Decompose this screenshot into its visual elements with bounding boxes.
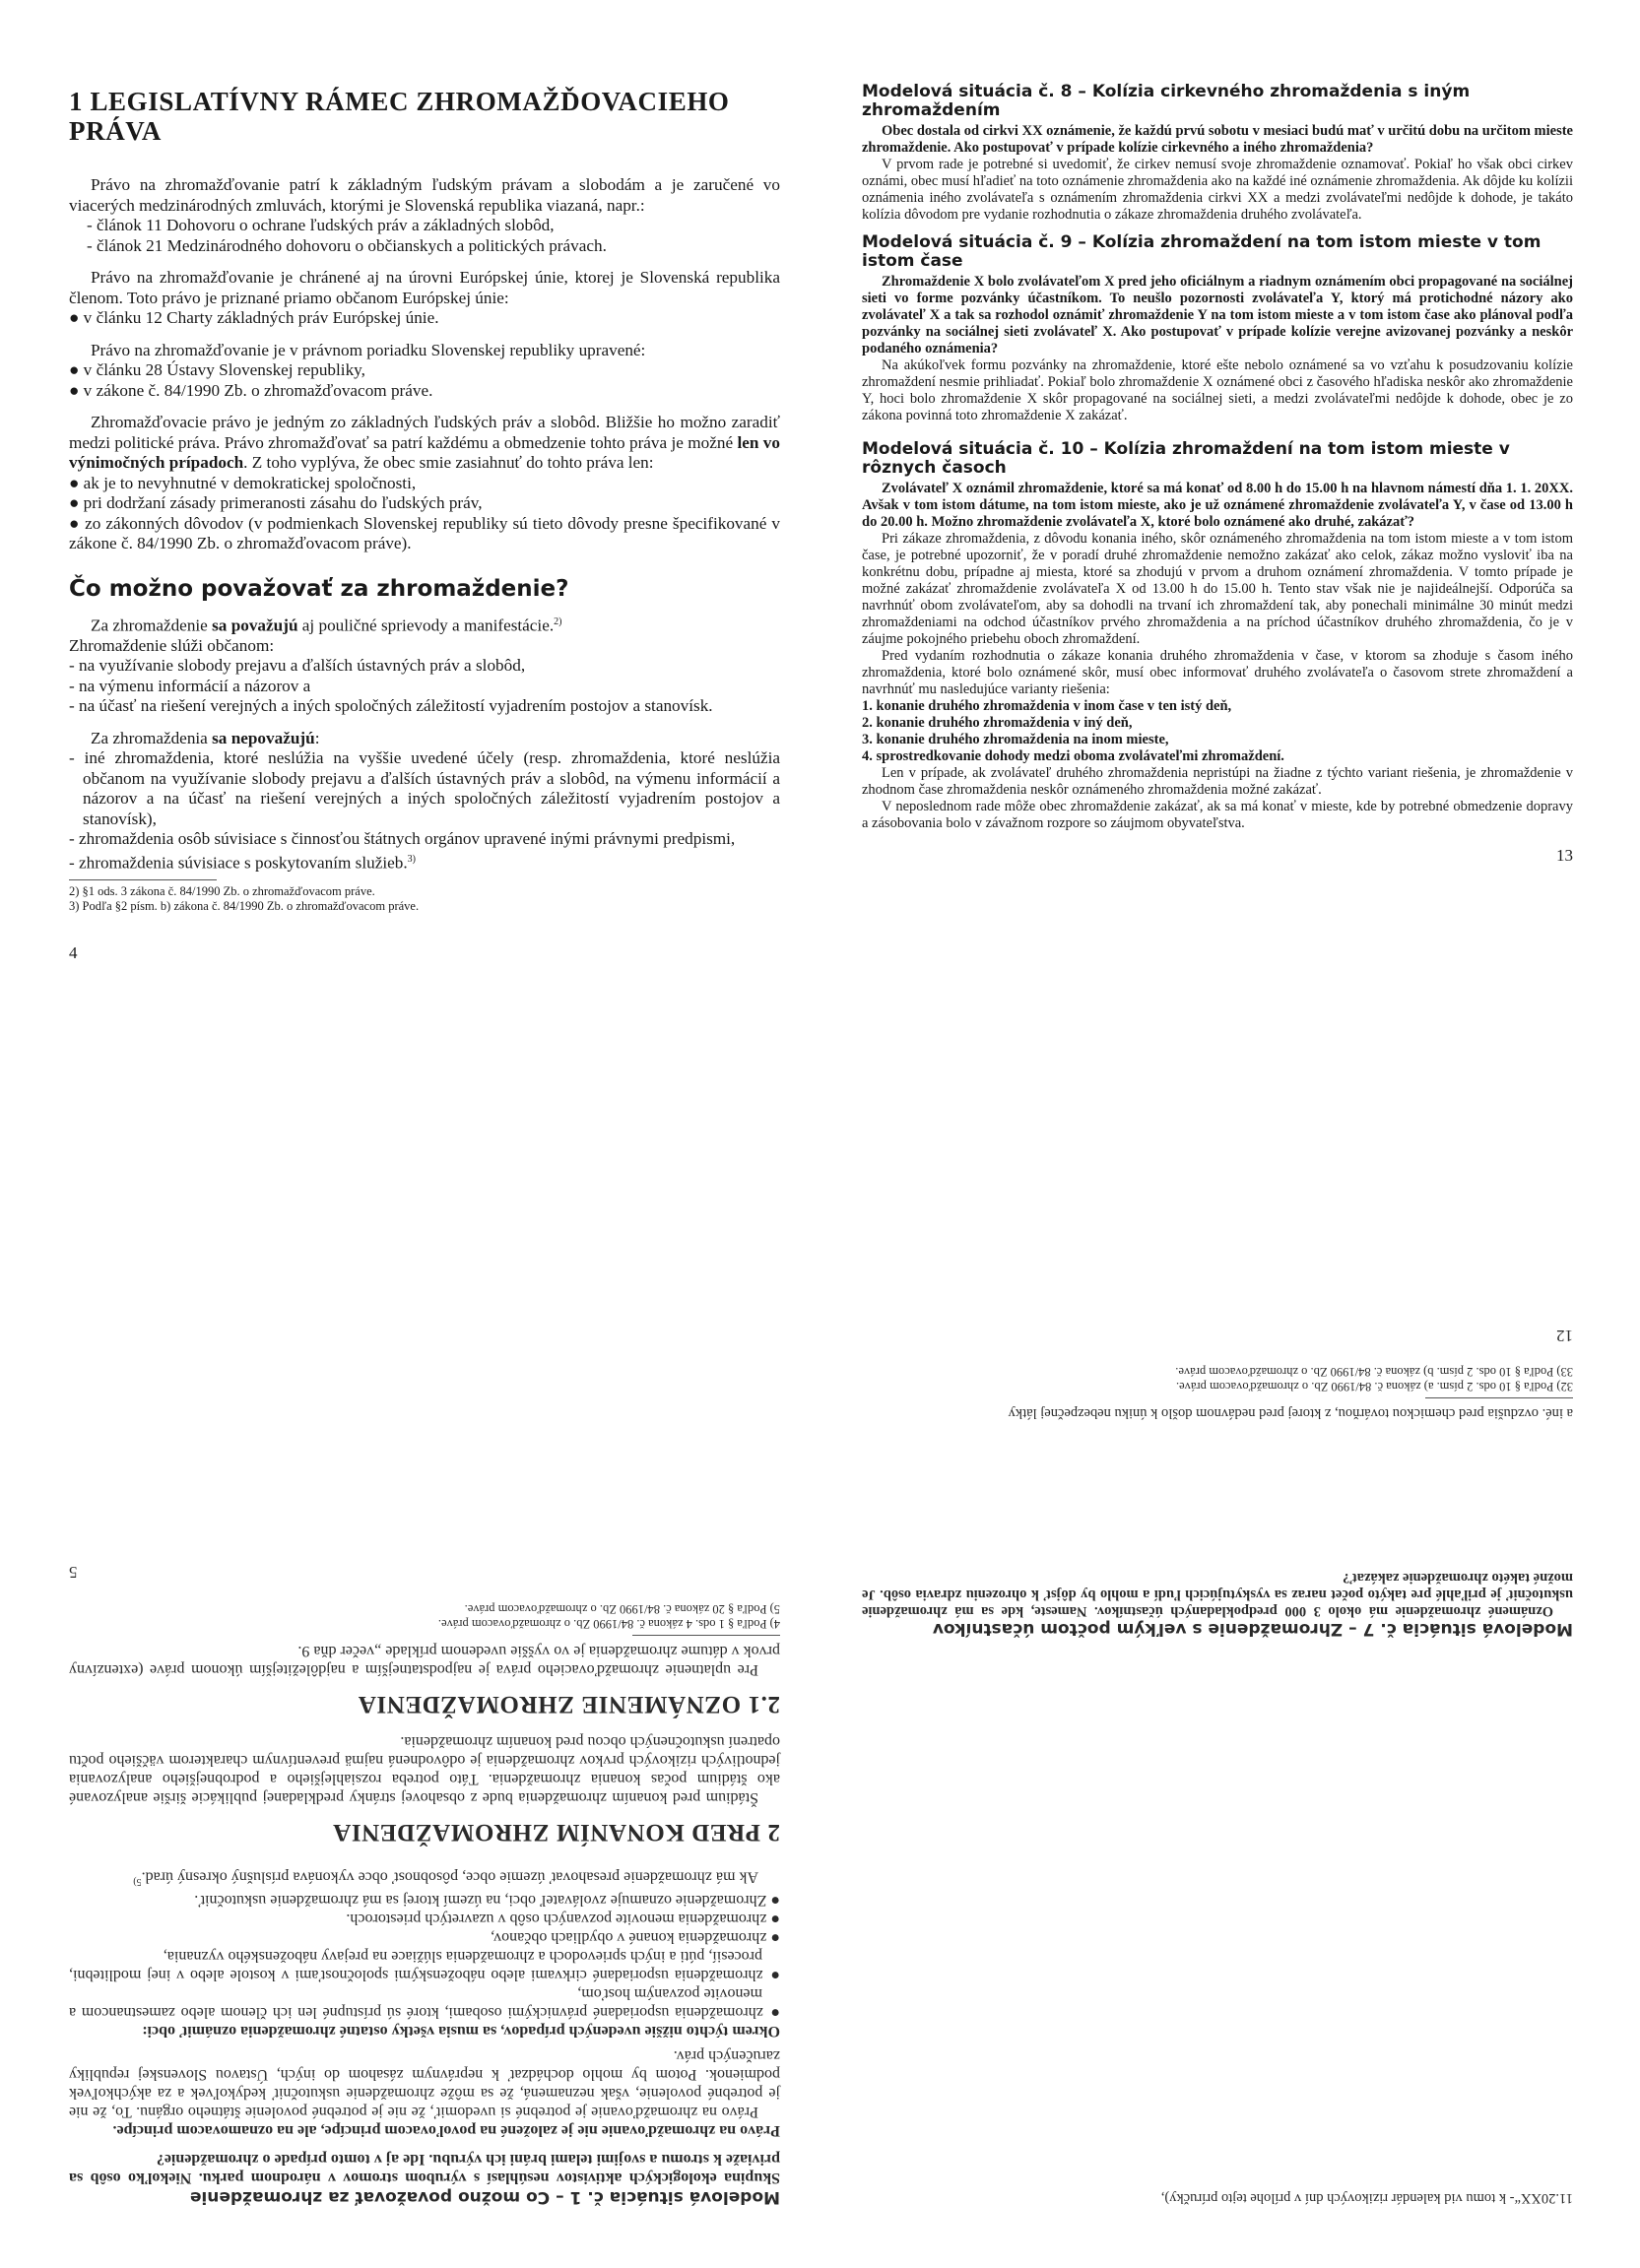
answer: Pred vydaním rozhodnutia o zákaze konania druhého zhromaždenia v čase, v ktorom sa zhoduje s časom iného zhromaždenia, ktoré bolo oznámené skôr, musí obec informovať druhého zvolávateľa o časovom strete zhromaždení a navrhnúť mu nasledujúce varianty riešenia: bbox=[862, 648, 1573, 697]
list-item: - článok 21 Medzinárodného dohovoru o občianskych a politických právach. bbox=[87, 235, 607, 255]
list-item: - zhromaždenia súvisiace s poskytovaním služieb.$^{3)}$ bbox=[69, 853, 417, 873]
paragraph: Štádium pred konaním zhromaždenia bude z obsahovej stránky predkladanej publikácie širšie analyzované ako štádium počas konania zhromaždenia. Táto potreba rozsiahlejšieho a podrobnejšieho analyzovania jednotlivých rizikových prvkov zhromaždenia je odôvodnená najmä preventívnym charakterom väčšieho počtu opatrení uskutočnených obcou pred konaním zhromaždenia. bbox=[69, 1732, 780, 1806]
list-item: 4. sprostredkovanie dohody medzi oboma zvolávateľmi zhromaždení. bbox=[862, 748, 1284, 764]
paragraph: Zhromažďovacie právo je jedným zo základných ľudských práv a slobôd. Bližšie ho možno zaradiť medzi politické práva. Právo zhromažďovať sa patrí každému a obmedzenie tohto práva je možné len vo výnimočných prípadoch. Z toho vyplýva, že obec smie zasiahnuť do tohto práva len: bbox=[69, 413, 780, 472]
principle-line: Okrem týchto nižšie uvedených prípadov, sa musia všetky ostatné zhromaždenia oznámiť obci: bbox=[142, 2023, 780, 2040]
paragraph: Pre uplatnenie zhromažďovacieho práva je najpodstatnejším a najdôležitejším úkonom práve (extenzívny prvok v dátume zhromaždenia je vo vyššie uvedenom príklade „večer dňa 9. bbox=[69, 1642, 780, 1678]
footnote: 3) Podľa §2 písm. b) zákona č. 84/1990 Zb. o zhromažďovacom práve. bbox=[69, 898, 420, 913]
footnote-rule bbox=[69, 879, 217, 880]
footnote: 2) §1 ods. 3 zákona č. 84/1990 Zb. o zhromažďovacom práve. bbox=[69, 883, 375, 898]
list-item: ● zhromaždenia menovite pozvaných osôb v uzavretých priestoroch. bbox=[346, 1911, 780, 1927]
paragraph: Za zhromaždenia sa nepovažujú: bbox=[91, 728, 320, 747]
list-item: ● v článku 12 Charty základných práv Európskej únie. bbox=[69, 308, 439, 327]
footnote: 5) Podľa § 20 zákona č. 84/1990 Zb. o zhromažďovacom práve. bbox=[464, 1601, 780, 1616]
list-item: - iné zhromaždenia, ktoré neslúžia na vyššie uvedené účely (resp. zhromaždenia, ktoré neslúžia občanom na využívanie slobody prejavu a ďalších ústavných práv a slobôd, na výmenu informácií a názorov a na účasť na riešení verejných a iných spoločných záležitostí vyjadrením postojov a stanovísk), bbox=[69, 748, 780, 828]
list-item: ● v článku 28 Ústavy Slovenskej republiky, bbox=[69, 360, 365, 379]
situation-9 bbox=[862, 274, 1573, 424]
list-item: ● zo zákonných dôvodov (v podmienkach Slovenskej republiky sú tieto dôvody presne špecifikované v zákone č. 84/1990 Zb. o zhromažďovacom práve). bbox=[69, 513, 780, 552]
list-item: ● zhromaždenia usporiadané právnickými osobami, ktoré sú prístupné len ich členom alebo zamestnancom a menovite pozvaným hosťom, bbox=[69, 1985, 780, 2021]
page-number: 12 bbox=[1556, 1327, 1573, 1345]
footnote: 33) Podľa § 10 ods. 2 písm. b) zákona č. 84/1990 Zb. o zhromažďovacom práve. bbox=[1175, 1365, 1573, 1379]
principle-line: Právo na zhromažďovanie nie je založené na povoľovacom princípe, ale na oznamovacom princípe. bbox=[112, 2122, 780, 2139]
list-item: - na účasť na riešení verejných a iných spoločných záležitostí vyjadrením postojov a stanovísk. bbox=[69, 696, 713, 716]
list-item: - zhromaždenia osôb súvisiace s činnosťou štátnych orgánov upravené inými právnymi predpismi, bbox=[69, 829, 736, 849]
question: Obec dostala od cirkvi XX oznámenie, že každú prvú sobotu v mesiaci budú mať v určitú dobu na určitom mieste zhromaždenie. Ako postupovať v prípade kolízie cirkevného a iného zhromaždenia? bbox=[862, 123, 1573, 156]
paragraph: Ak má zhromaždenie presahovať územie obce, pôsobnosť obce vykonáva príslušný okresný úrad.$^{5)}$ bbox=[133, 1868, 758, 1887]
paragraph: Právo na zhromažďovanie je potrebné si uvedomiť, že nie je potrebné povolenie štátneho orgánu. To, že nie je potrebné povolenie, však neznamená, že sa môže zhromaždenie uskutočniť kedykoľvek a za akýchkoľvek podmienok. Potom by mohlo dochádzať k neprávnym zásahom do iných, Ústavou Slovenskej republiky zaručených práv. bbox=[69, 2047, 780, 2120]
situation-title: Modelová situácia č. 10 – Kolízia zhromaždení na tom istom mieste v rôznych časoch bbox=[862, 439, 1510, 478]
question: Skupina ekologických aktivistov nesúhlasí s výrubom stromov v národnom parku. Niekoľko osôb sa priviaže k stromu a svojimi telami bráni ich výrubu. Ide aj v tomto prípade o zhromaždenie? bbox=[69, 2151, 780, 2186]
answer: V neposlednom rade môže obec zhromaždenie zakázať, ak sa má konať v mieste, kde by potrebné obmedzenie dopravy a zásobovania bolo v závažnom rozpore so záujmom obyvateľstva. bbox=[862, 799, 1573, 831]
list-item: ● Zhromaždenie oznamuje zvolávateľ obci, na území ktorej sa má zhromaždenie uskutočniť. bbox=[194, 1892, 780, 1909]
answer: Len v prípade, ak zvolávateľ druhého zhromaždenia nepristúpi na žiadne z týchto variant riešenia, je zhromaždenie v zhodnom čase zhromaždenia neskôr oznámeného zhromaždenia možné zakázať. bbox=[862, 765, 1573, 798]
list-item: ● ak je to nevyhnutné v demokratickej spoločnosti, bbox=[69, 473, 417, 492]
list-item: - na výmenu informácií a názorov a bbox=[69, 676, 311, 695]
answer: Na akúkoľvek formu pozvánky na zhromaždenie, ktoré ešte nebolo oznámené sa vo vzťahu k posudzovaniu kolízie zhromaždení nesmie prihliadať. Pokiaľ bolo zhromaždenie X oznámené obci z časového hľadiska neskôr ako zhromaždenie Y, hoci bolo zhromaždenie X skôr propagované na sociálnej sieti, a medzi zvolávateľmi nedôjde k dohode, obec je zo zákona povinná toto zhromaždenie X zakázať. bbox=[862, 357, 1573, 423]
list-item: 2. konanie druhého zhromaždenia v iný deň, bbox=[862, 715, 1133, 731]
paragraph: a iné. ovzdušia pred chemickou továrňou, z ktorej pred nedávnom došlo k úniku nebezpečnej látky bbox=[1008, 1405, 1573, 1421]
section-heading: Čo možno považovať za zhromaždenie? bbox=[69, 575, 569, 602]
list-item: ● pri dodržaní zásady primeranosti zásahu do ľudských práv, bbox=[69, 493, 483, 512]
footnote-rule bbox=[632, 1635, 780, 1636]
list-item: - článok 11 Dohovoru o ochrane ľudských práv a základných slobôd, bbox=[87, 216, 555, 234]
situation-title: Modelová situácia č. 1 – Co možno považovať za zhromaždenie bbox=[189, 2187, 780, 2207]
page-13 bbox=[862, 83, 1573, 866]
page-number: 4 bbox=[69, 942, 78, 962]
page-12-text-block bbox=[862, 1421, 1573, 1569]
page-12-rotated bbox=[862, 1162, 1573, 2206]
list-item: 1. konanie druhého zhromaždenia v inom čase v ten istý deň, bbox=[862, 698, 1232, 714]
situation-title: Modelová situácia č. 9 – Kolízia zhromaždení na tom istom mieste v tom istom čase bbox=[862, 232, 1542, 271]
page-number: 13 bbox=[1556, 846, 1573, 865]
situation-title: Modelová situácia č. 8 – Kolízia cirkevného zhromaždenia s iným zhromaždením bbox=[862, 82, 1471, 120]
situation-title: Modelová situácia č. 7 – Zhromaždenie s veľkým počtom účastníkov bbox=[932, 1619, 1573, 1639]
question: Zvolávateľ X oznámil zhromaždenie, ktoré sa má konať od 8.00 h do 15.00 h na hlavnom námestí dňa 1. 1. 20XX. Avšak v tom istom dátume, na tom istom mieste, ako je už oznámené zhromaždenie zvolávateľa Y, v čase od 13.00 h do 20.00 h. Možno zhromaždenie zvolávateľa X, ktoré bolo oznámené ako druhé, zakázať? bbox=[862, 481, 1573, 530]
answer: Pri zákaze zhromaždenia, z dôvodu konania iného, skôr oznámeného zhromaždenia na tom istom mieste a v tom istom čase, je potrebné upozorniť, že v poradí druhé zhromaždenie nemožno zakázať ako celok, zákaz možno vysloviť iba na konkrétnu dobu, prípadne aj miesta, ktoré sa zhodujú v prvom a druhom oznámení zhromaždenia. V tomto prípade je možné zakázať zhromaždenie zvolávateľa X od 13.00 h do 15.00 h. Tento stav však nie je najideálnejší. Odporúča sa navrhnúť obom zvolávateľom, aby sa dohodli na trvaní ich zhromaždení tak, aby ponechali minimálne 30 minút medzi zhromaždeniami na odchod účastníkov prvého zhromaždenia a na príchod účastníkov druhého zhromaždenia, čo je v záujme pokojného priebehu oboch zhromaždení. bbox=[862, 531, 1573, 647]
list-item: ● zhromaždenia konané v obydliach občanov, bbox=[491, 1929, 780, 1946]
situation-10 bbox=[862, 481, 1573, 832]
paragraph: 11.20XX“- k tomu vid kalendár rizikových dní v prílohe tejto príručky), bbox=[1160, 2190, 1573, 2206]
paragraph: Za zhromaždenie sa považujú aj pouličné sprievody a manifestácie.$^{2)}$ bbox=[91, 616, 562, 635]
page-12-body bbox=[862, 1328, 1573, 2206]
footnote-rule bbox=[1425, 1397, 1573, 1398]
situation-8 bbox=[862, 123, 1573, 224]
paragraph: Právo na zhromažďovanie patrí k základným ľudským právam a slobodám a je zaručené vo viacerých medzinárodných zmluvách, ktorými je Slovenská republika viazaná, napr.: bbox=[69, 175, 780, 215]
page-12-text-block bbox=[862, 1638, 1573, 2189]
question: Oznámené zhromaždenie má okolo 3 000 predpokladaných účastníkov. Nameste, kde sa má zhromaždenie uskutočniť je priľahlé pre takýto počet naraz sa vyskytujúcich ľudí a mohlo by dôjsť k ohrozeniu zdravia osôb. Je možné takéto zhromaždenie zakázať? bbox=[862, 1570, 1573, 1619]
list-item: - na využívanie slobody prejavu a ďalších ústavných práv a slobôd, bbox=[69, 656, 526, 676]
list-item: 3. konanie druhého zhromaždenia na inom mieste, bbox=[862, 732, 1169, 747]
list-item: ● zhromaždenia usporiadané cirkvami alebo náboženskými spoločnosťami v kostole alebo v inej modlitebni, procesií, púti a iných sprievodoch a zhromaždenia slúžiace na prejavy náboženského vyznania, bbox=[69, 1948, 780, 1983]
page-number: 5 bbox=[69, 1562, 78, 1582]
chapter-heading: 1 LEGISLATÍVNY RÁMEC ZHROMAŽĎOVACIEHO PRÁVA bbox=[69, 87, 730, 146]
page-5-body bbox=[69, 1563, 780, 2206]
paragraph: Zhromaždenie slúži občanom: bbox=[69, 635, 275, 655]
paragraph: Právo na zhromažďovanie je v právnom poriadku Slovenskej republiky upravené: bbox=[91, 340, 646, 359]
footnote: 4) Podľa § 1 ods. 4 zákona č. 84/1990 Zb. o zhromažďovacom práve. bbox=[437, 1616, 780, 1631]
page-4-body-2 bbox=[69, 613, 780, 874]
list-item: ● v zákone č. 84/1990 Zb. o zhromažďovacom práve. bbox=[69, 380, 433, 400]
footnote: 32) Podľa § 10 ods. 2 písm. a) zákona č. 84/1990 Zb. o zhromažďovacom práve. bbox=[1176, 1380, 1573, 1393]
answer: V prvom rade je potrebné si uvedomiť, že cirkev nemusí svoje zhromaždenie oznamovať. Pokiaľ ho však obci cirkev oznámi, obec musí hľadieť na toto oznámenie zhromaždenia ako na každé iné oznámenie zhromaždenia. Ak dôjde ku kolízii oznámenia iného zvolávateľa s oznámením zhromaždenia cirkvi XX a medzi zvolávateľmi nedôjde k dohode, je takáto kolízia dôvodom pre vydanie rozhodnutia o zákaze zhromaždenia druhého zvolávateľa. bbox=[862, 157, 1573, 223]
page-4-body bbox=[69, 175, 780, 554]
page-5-rotated bbox=[69, 1162, 780, 2206]
paragraph: Právo na zhromažďovanie je chránené aj na úrovni Európskej únie, ktorej je Slovenská republika členom. Toto právo je priznané priamo občanom Európskej únie: bbox=[69, 268, 780, 307]
chapter-heading: 2 PRED KONANÍM ZHROMAŽDENIA bbox=[332, 1818, 780, 1846]
page-4 bbox=[69, 87, 780, 963]
question: Zhromaždenie X bolo zvolávateľom X pred jeho oficiálnym a riadnym oznámením obci propagované na sociálnej sieti vo forme pozvánky účastníkom. To neušlo pozornosti zvolávateľa Y, ktorý má protichodné názory ako zvolávateľ X a tak sa rozhodol oznámiť zhromaždenie Y na tom istom mieste a v tom istom čase ako plánoval podľa pozvánky na sociálnej sieti zvolávateľ X. Ako postupovať v prípade kolízie verejne avizovanej pozvánky a neskôr podaného oznámenia? bbox=[862, 274, 1573, 356]
section-heading: 2.1 OZNÁMENIE ZHROMAŽDENIA bbox=[358, 1690, 780, 1717]
